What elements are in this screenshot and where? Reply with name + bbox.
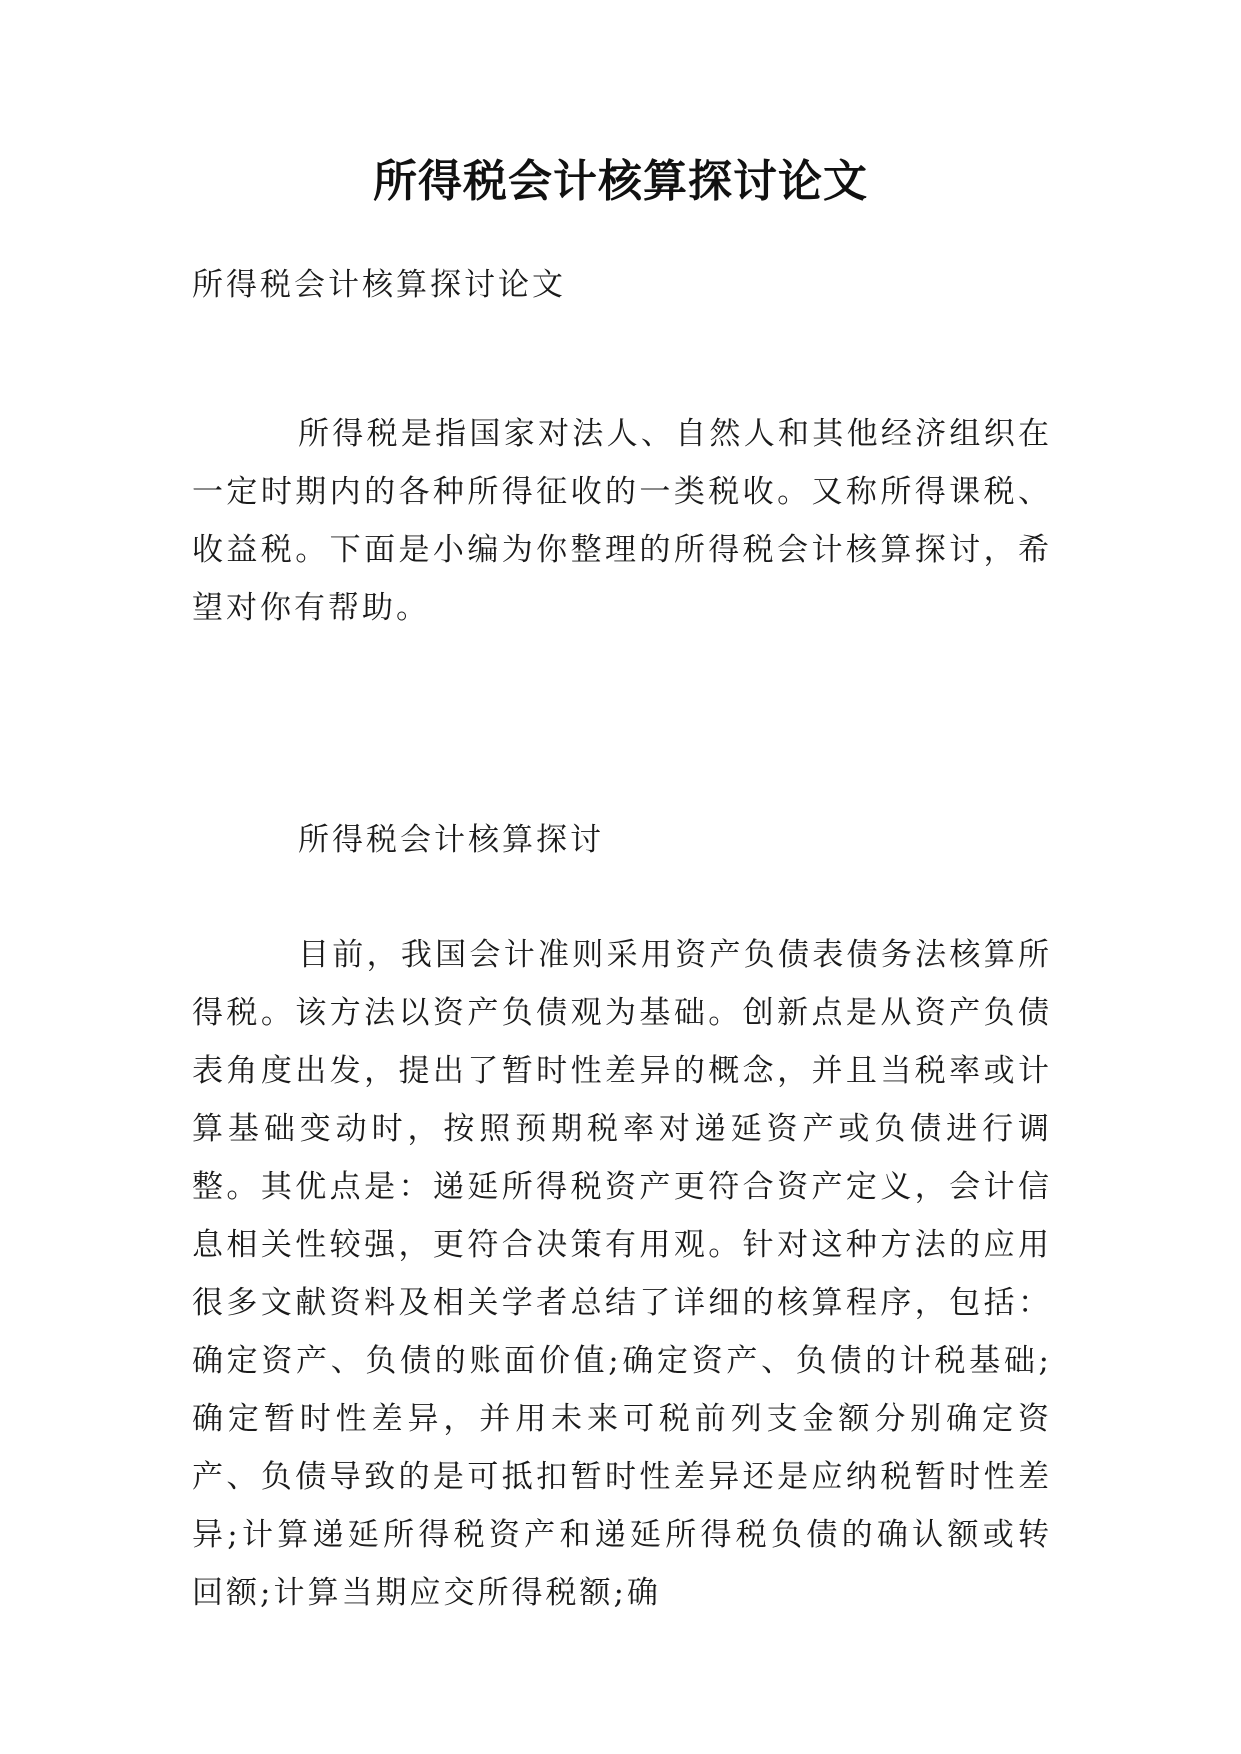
document-title: 所得税会计核算探讨论文 (373, 156, 868, 207)
document-subtitle: 所得税会计核算探讨论文 (192, 267, 566, 303)
main-paragraph: 目前，我国会计准则采用资产负债表债务法核算所得税。该方法以资产负债观为基础。创新点是从资产负债表角度出发，提出了暂时性差异的概念，并且当税率或计算基础变动时，按照预期税率对递延资产或负债进行调整。其优点是：递延所得税资产更符合资产定义，会计信息相关性较强，更符合决策有用观。针对这种方法的应用很多文献资料及相关学者总结了详细的核算程序，包括：确定资产、负债的账面价值;确定资产、负债的计税基础;确定暂时性差异，并用未来可税前列支金额分别确定资产、负债导致的是可抵扣暂时性差异还是应纳税暂时性差异;计算递延所得税资产和递延所得税负债的确认额或转回额;计算当期应交所得税额;确 (192, 937, 1052, 1611)
intro-paragraph: 所得税是指国家对法人、自然人和其他经济组织在一定时期内的各种所得征收的一类税收。又称所得课税、收益税。下面是小编为你整理的所得税会计核算探讨，希望对你有帮助。 (192, 416, 1052, 626)
section-heading: 所得税会计核算探讨 (298, 822, 604, 858)
